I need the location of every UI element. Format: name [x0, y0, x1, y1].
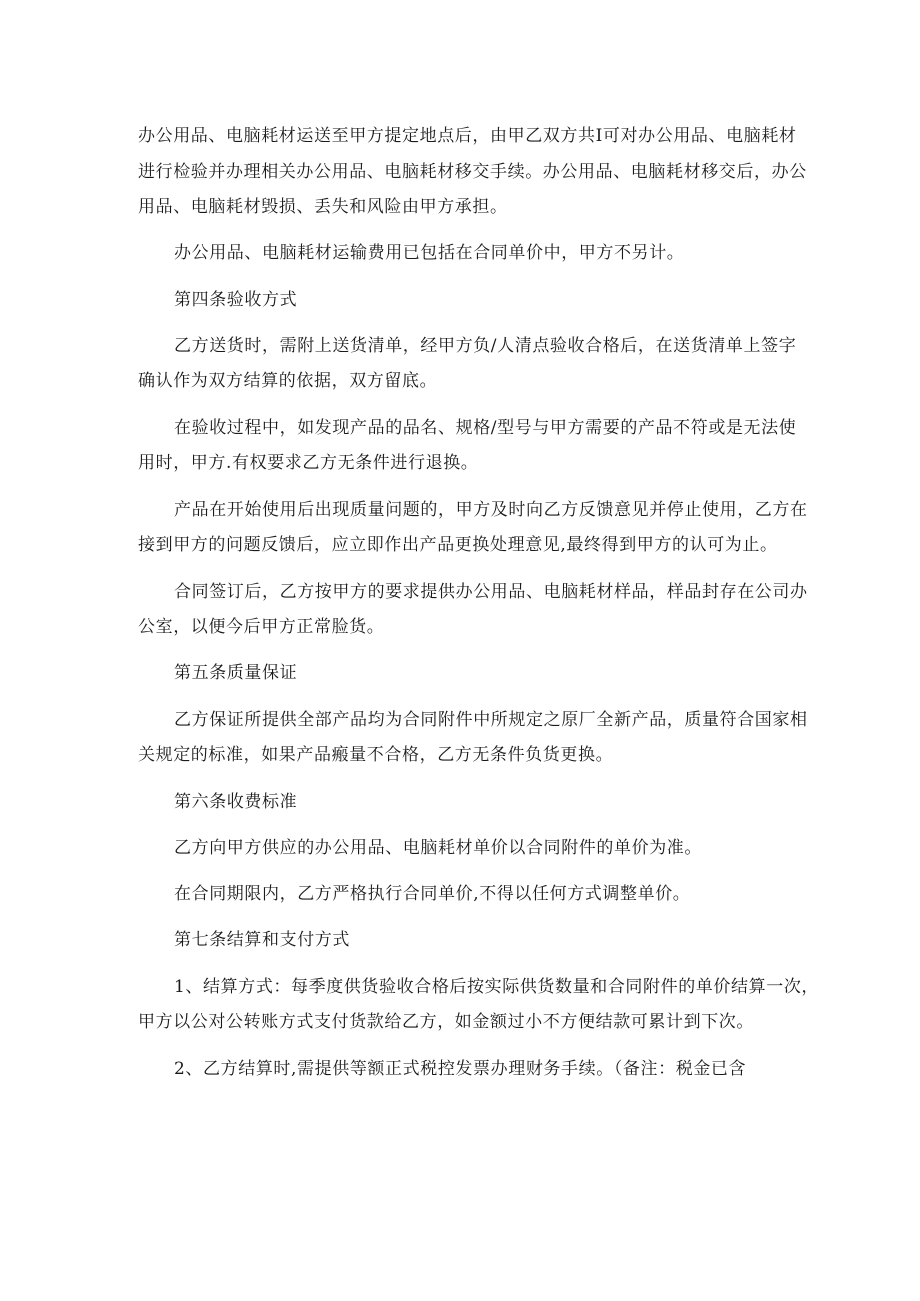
paragraph-6-line-2: 公室，以便今后甲方正常脸货。 [138, 617, 385, 637]
paragraph-2-line-1: 办公用品、电脑耗材运输费用已包括在合同单价中，甲方不另计。 [174, 243, 685, 263]
heading-article-7: 第七条结算和支付方式 [174, 930, 350, 950]
paragraph-10-line-1: 1、结算方式：每季度供货验收合格后按实际供货数量和合同附件的单价结算一次， [174, 977, 820, 997]
heading-article-4: 第四条验收方式 [174, 290, 298, 310]
paragraph-9-line-1: 在合同期限内，乙方严格执行合同单价,不得以任何方式调整单价。 [174, 884, 691, 904]
paragraph-4-line-1: 在验收过程中，如发现产品的品名、规格/型号与甲方需要的产品不符或是无法使 [174, 418, 797, 438]
paragraph-3-line-1: 乙方送货时，需附上送货清单，经甲方负/人清点验收合格后，在送货清单上签字 [174, 336, 797, 356]
paragraph-11-line-1: 2、乙方结算时,需提供等额正式税控发票办理财务手续。（备注：税金已含 [174, 1059, 747, 1079]
paragraph-6-line-1: 合同签订后，乙方按甲方的要求提供办公用品、电脑耗材样品，样品封存在公司办 [174, 582, 808, 602]
paragraph-7-line-2: 关规定的标准，如果产品瘢量不合格，乙方无条件负货更换。 [138, 745, 614, 765]
paragraph-8-line-1: 乙方向甲方供应的办公用品、电脑耗材单价以合同附件的单价为准。 [174, 838, 702, 858]
paragraph-1-line-2: 进行检验并办理相关办公用品、电脑耗材移交手续。办公用品、电脑耗材移交后，办公 [138, 162, 807, 182]
heading-article-6: 第六条收费标准 [174, 792, 298, 812]
paragraph-5-line-1: 产品在开始使用后出现质量问题的，甲方及时向乙方反馈意见并停止使用，乙方在 [174, 500, 808, 520]
paragraph-3-line-2: 确认作为双方结算的依据，双方留底。 [138, 371, 438, 391]
paragraph-10-line-2: 甲方以公对公转账方式支付货款给乙方，如金额过小不方便结款可累计到下次。 [138, 1012, 754, 1032]
heading-article-5: 第五条质量保证 [174, 663, 298, 683]
paragraph-1-line-3: 用品、电脑耗材毁损、丢失和风险由甲方承担。 [138, 197, 508, 217]
paragraph-7-line-1: 乙方保证所提供全部产品均为合同附件中所规定之原厂全新产品，质量符合国家相 [174, 710, 808, 730]
paragraph-5-line-2: 接到甲方的问题反馈后，应立即作出产品更换处理意见,最终得到甲方的认可为止。 [138, 535, 778, 555]
paragraph-4-line-2: 用时，甲方.有权要求乙方无条件进行退换。 [138, 453, 479, 473]
paragraph-1-line-1: 办公用品、电脑耗材运送至甲方提定地点后，由甲乙双方共I可对办公用品、电脑耗材 [138, 126, 797, 146]
